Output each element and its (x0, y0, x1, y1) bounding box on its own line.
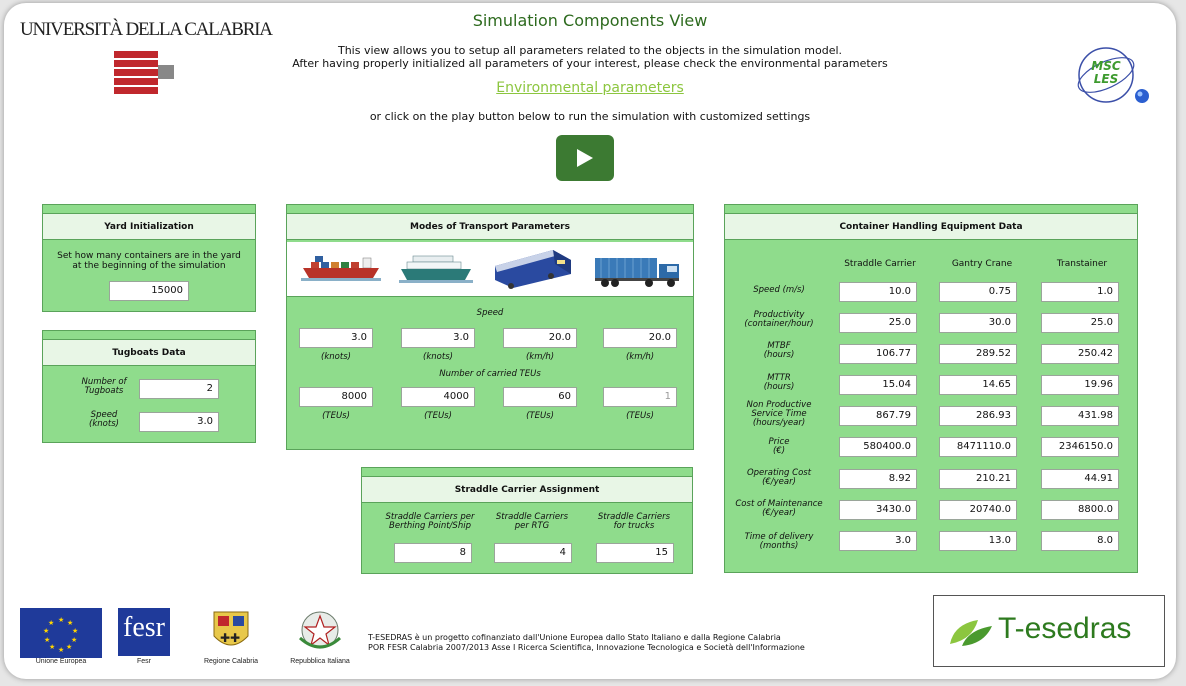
ship-teu-unit: (TEUs) (322, 411, 350, 421)
operating-straddle-input[interactable]: 8.92 (839, 469, 917, 489)
price-straddle-input[interactable]: 580400.0 (839, 437, 917, 457)
speed-gantry-input[interactable]: 0.75 (939, 282, 1017, 302)
fesr-logo (118, 608, 170, 666)
repubblica-italiana-logo (284, 608, 356, 666)
row-label-productivity-2: (container/hour) (744, 319, 814, 329)
app-window (4, 3, 1176, 679)
tesedras-logo (933, 595, 1165, 667)
tugboats-number-label-2: Tugboats (84, 386, 124, 396)
footer-text (368, 633, 805, 653)
tugboats-number-input[interactable]: 2 (139, 379, 219, 399)
col-transtainer: Transtainer (1056, 259, 1108, 269)
row-label-nonproductive-1: Non Productive (746, 400, 812, 410)
row-label-nonproductive-3: (hours/year) (752, 418, 806, 428)
tesedras-word: T-esedras (998, 612, 1132, 645)
container-ship-icon (301, 256, 381, 286)
straddle-trucks-label-2: for trucks (613, 521, 655, 531)
row-label-mtbf-2: (hours) (763, 350, 795, 360)
train-icon (491, 246, 575, 292)
regione-caption: Regione Calabria (203, 658, 259, 665)
train-teu-unit: (TEUs) (526, 411, 554, 421)
tugboats-speed-input[interactable]: 3.0 (139, 412, 219, 432)
productivity-transtainer-input[interactable]: 25.0 (1041, 313, 1119, 333)
repubblica-caption: Repubblica Italiana (290, 658, 350, 665)
truck-speed-input[interactable]: 20.0 (603, 328, 677, 348)
yard-text-line-1: Set how many containers are in the yard (57, 251, 241, 261)
row-label-nonproductive-2: Service Time (751, 409, 807, 419)
mtbf-gantry-input[interactable]: 289.52 (939, 344, 1017, 364)
ship-speed-unit: (knots) (321, 352, 351, 362)
svg-text:★: ★ (48, 619, 55, 627)
truck-speed-unit: (km/h) (625, 352, 655, 362)
play-icon (575, 148, 595, 168)
row-label-operating-1: Operating Cost (746, 468, 812, 478)
svg-text:★: ★ (67, 619, 74, 627)
yard-initialization-panel (42, 204, 256, 312)
svg-text:★: ★ (49, 643, 56, 651)
productivity-gantry-input[interactable]: 30.0 (939, 313, 1017, 333)
university-name: UNIVERSITÀ DELLA CALABRIA (20, 19, 272, 40)
yard-panel-title: Yard Initialization (43, 214, 255, 240)
leaf-icon (948, 618, 994, 648)
svg-text:★: ★ (44, 636, 51, 644)
eu-caption: Unione Europea (35, 658, 87, 665)
eu-flag-logo (20, 608, 102, 666)
ferry-speed-input[interactable]: 3.0 (401, 328, 475, 348)
ship-teu-input[interactable]: 8000 (299, 387, 373, 407)
delivery-transtainer-input[interactable]: 8.0 (1041, 531, 1119, 551)
price-transtainer-input[interactable]: 2346150.0 (1041, 437, 1119, 457)
run-instruction: or click on the play button below to run the simulation with customized settings (369, 110, 811, 123)
train-speed-unit: (km/h) (525, 352, 555, 362)
svg-text:★: ★ (43, 627, 50, 635)
row-label-operating-2: (€/year) (762, 477, 796, 487)
mtbf-straddle-input[interactable]: 106.77 (839, 344, 917, 364)
straddle-assignment-panel (361, 467, 693, 574)
col-straddle-carrier: Straddle Carrier (844, 259, 916, 269)
maintenance-gantry-input[interactable]: 20740.0 (939, 500, 1017, 520)
straddle-berthing-label-2: Berthing Point/Ship (389, 521, 471, 531)
row-label-delivery-2: (months) (759, 541, 799, 551)
straddle-rtg-label-2: per RTG (514, 521, 550, 531)
mttr-transtainer-input[interactable]: 19.96 (1041, 375, 1119, 395)
truck-teu-unit: (TEUs) (626, 411, 654, 421)
speed-section-label: Speed (476, 308, 504, 318)
ferry-teu-input[interactable]: 4000 (401, 387, 475, 407)
environmental-parameters-link[interactable]: Environmental parameters (496, 80, 684, 96)
straddle-rtg-label-1: Straddle Carriers (495, 512, 569, 522)
truck-icon (593, 254, 683, 290)
row-label-maintenance-1: Cost of Maintenance (735, 499, 823, 509)
svg-text:★: ★ (58, 616, 65, 624)
msc-les-logo (1072, 43, 1150, 115)
row-label-mtbf-1: MTBF (767, 341, 791, 351)
row-label-mttr-2: (hours) (763, 382, 795, 392)
delivery-gantry-input[interactable]: 13.0 (939, 531, 1017, 551)
tugboats-speed-label-1: Speed (90, 410, 118, 420)
straddle-trucks-label-1: Straddle Carriers (597, 512, 671, 522)
tugboats-number-label-1: Number of (81, 377, 127, 387)
svg-text:★: ★ (71, 636, 78, 644)
svg-text:★: ★ (66, 643, 73, 651)
regione-calabria-logo (200, 608, 262, 666)
row-label-price-1: Price (768, 437, 790, 447)
row-label-delivery-1: Time of delivery (744, 532, 814, 542)
nonproductive-transtainer-input[interactable]: 431.98 (1041, 406, 1119, 426)
svg-text:✚✚: ✚✚ (220, 631, 241, 645)
mttr-gantry-input[interactable]: 14.65 (939, 375, 1017, 395)
transport-panel (286, 204, 694, 450)
tugboats-speed-label-2: (knots) (89, 419, 119, 429)
footer-line-1: T-ESEDRAS è un progetto cofinanziato dall'Unione Europea dallo Stato Italiano e dalla Regione Calabria (368, 633, 781, 642)
train-speed-input[interactable]: 20.0 (503, 328, 577, 348)
page-title: Simulation Components View (472, 11, 708, 30)
yard-containers-input[interactable]: 15000 (109, 281, 189, 301)
yard-text-line-2: at the beginning of the simulation (72, 261, 226, 271)
fesr-logo-text: fesr (118, 608, 170, 656)
mtbf-transtainer-input[interactable]: 250.42 (1041, 344, 1119, 364)
description-line-1: This view allows you to setup all parameters related to the objects in the simulation model. (337, 44, 843, 57)
svg-text:★: ★ (58, 646, 65, 654)
maintenance-straddle-input[interactable]: 3430.0 (839, 500, 917, 520)
equipment-panel-title: Container Handling Equipment Data (725, 214, 1137, 240)
col-gantry-crane: Gantry Crane (951, 259, 1013, 269)
delivery-straddle-input[interactable]: 3.0 (839, 531, 917, 551)
fesr-caption: Fesr (137, 658, 151, 665)
row-label-maintenance-2: (€/year) (762, 508, 796, 518)
teu-section-label: Number of carried TEUs (439, 369, 541, 379)
play-button[interactable] (556, 135, 614, 181)
nonproductive-gantry-input[interactable]: 286.93 (939, 406, 1017, 426)
price-gantry-input[interactable]: 8471110.0 (939, 437, 1017, 457)
mttr-straddle-input[interactable]: 15.04 (839, 375, 917, 395)
footer-line-2: POR FESR Calabria 2007/2013 Asse I Ricerca Scientifica, Innovazione Tecnologica e Società dell'Informazione (368, 643, 805, 652)
transport-panel-title: Modes of Transport Parameters (287, 214, 693, 240)
row-label-price-2: (€) (772, 446, 786, 456)
tugboats-panel-title: Tugboats Data (43, 340, 255, 366)
truck-teu-input: 1 (603, 387, 677, 407)
straddle-rtg-input[interactable]: 4 (494, 543, 572, 563)
straddle-trucks-input[interactable]: 15 (596, 543, 674, 563)
train-teu-input[interactable]: 60 (503, 387, 577, 407)
transport-icons-strip (287, 242, 693, 297)
ferry-speed-unit: (knots) (423, 352, 453, 362)
speed-straddle-input[interactable]: 10.0 (839, 282, 917, 302)
productivity-straddle-input[interactable]: 25.0 (839, 313, 917, 333)
row-label-mttr-1: MTTR (767, 373, 791, 383)
ferry-teu-unit: (TEUs) (424, 411, 452, 421)
maintenance-transtainer-input[interactable]: 8800.0 (1041, 500, 1119, 520)
ship-speed-input[interactable]: 3.0 (299, 328, 373, 348)
nonproductive-straddle-input[interactable]: 867.79 (839, 406, 917, 426)
row-label-productivity-1: Productivity (753, 310, 805, 320)
straddle-berthing-label-1: Straddle Carriers per (385, 512, 475, 522)
description-line-2: After having properly initialized all parameters of your interest, please check the environmental parameters (292, 57, 888, 70)
equipment-panel (724, 204, 1138, 573)
tugboats-panel (42, 330, 256, 443)
ferry-ship-icon (399, 254, 473, 286)
straddle-berthing-input[interactable]: 8 (394, 543, 472, 563)
operating-gantry-input[interactable]: 210.21 (939, 469, 1017, 489)
row-label-speed: Speed (m/s) (753, 285, 805, 295)
operating-transtainer-input[interactable]: 44.91 (1041, 469, 1119, 489)
speed-transtainer-input[interactable]: 1.0 (1041, 282, 1119, 302)
straddle-panel-title: Straddle Carrier Assignment (362, 477, 692, 503)
msc-les-text: MSC LES (1091, 59, 1121, 86)
svg-text:★: ★ (72, 627, 79, 635)
